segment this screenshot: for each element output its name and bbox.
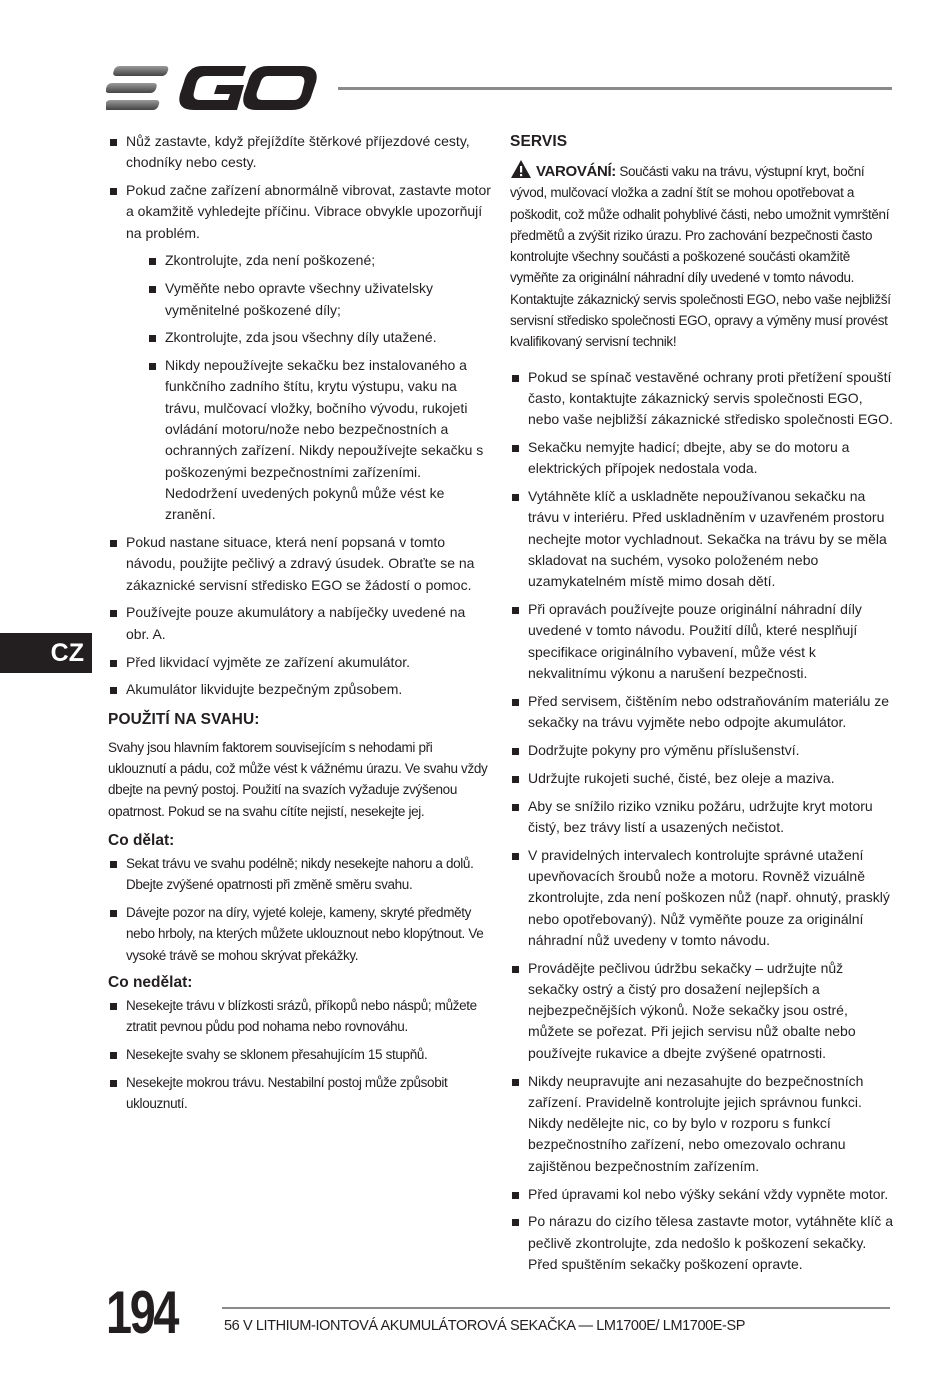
list-item: Dávejte pozor na díry, vyjeté koleje, kameny, skryté předměty nebo hrboly, na kterých můžete uklouznout nebo klopýtnout. Ve vysoké trávě se mohou skrývat překážky. — [108, 902, 492, 966]
list-item: Před úpravami kol nebo výšky sekání vždy vypněte motor. — [510, 1184, 894, 1205]
list-item: Aby se snížilo riziko vzniku požáru, udržujte kryt motoru čistý, bez trávy listí a usazených nečistot. — [510, 796, 894, 839]
list-item: Provádějte pečlivou údržbu sekačky – udržujte nůž sekačky ostrý a čistý pro dosažení nejlepších a nejbezpečnějších výkonů. Nože sekačky jsou ostré, můžete se pořezat. Při jejich servisu nůž obalte nebo používejte rukavice a dbejte zvýšené opatrnosti. — [510, 958, 894, 1064]
sub-list — [147, 250, 492, 525]
list-item: Nesekejte trávu v blízkosti srázů, příkopů nebo náspů; můžete ztratit pevnou půdu pod nohama nebo rovnováhu. — [108, 995, 492, 1038]
sub-list-item: Zkontrolujte, zda není poškozené; — [147, 250, 492, 271]
list-item: Nikdy neupravujte ani nezasahujte do bezpečnostních zařízení. Pravidelně kontrolujte jejich správnou funkci. Nikdy nedělejte nic, co by bylo v rozporu s funkcí bezpečnostního zařízení, nebo omezovalo ochranu zajištěnou bezpečnostním zařízením. — [510, 1071, 894, 1177]
list-item: Akumulátor likvidujte bezpečným způsobem. — [108, 679, 492, 700]
list-item: V pravidelných intervalech kontrolujte správné utažení upevňovacích šroubů nože a motoru. Rovněž vizuálně zkontrolujte, zda není poškozen nůž (např. ohnutý, prasklý nebo opotřebovaný). Nůž vyměňte pouze za originální náhradní nůž uvedeny v tomto návodu. — [510, 845, 894, 951]
list-item: Dodržujte pokyny pro výměnu příslušenství. — [510, 740, 894, 761]
ego-logo — [106, 64, 318, 112]
slope-paragraph: Svahy jsou hlavním faktorem souvisejícím s nehodami při uklouznutí a pádu, což může vést k vážnému úrazu. Ve svahu vždy dbejte na pevný postoj. Použití na svazích vyžaduje zvýšenou opatrnost. Pokud se na svahu cítíte nejistí, nesekejte jej. — [108, 739, 488, 819]
list-item: Vytáhněte klíč a uskladněte nepoužívanou sekačku na trávu v interiéru. Před uskladněním v uzavřeném prostoru nechejte motor vychladnout. Sekačka na trávu by se měla skladovat na suchém, vysoko položeném nebo uzamykatelném místě mimo dosah dětí. — [510, 486, 894, 592]
list-item: Nůž zastavte, když přejíždíte štěrkové příjezdové cesty, chodníky nebo cesty. — [108, 131, 492, 174]
safety-list — [108, 131, 492, 701]
list-item: Nesekejte mokrou trávu. Nestabilní postoj může způsobit uklouznutí. — [108, 1072, 492, 1115]
list-item: Sekat trávu ve svahu podélně; nikdy nesekejte nahoru a dolů. Dbejte zvýšené opatrnosti při změně směru svahu. — [108, 853, 492, 896]
sub-list-item: Vyměňte nebo opravte všechny uživatelsky vyměnitelné poškozené díly; — [147, 278, 492, 321]
language-tab — [0, 633, 92, 673]
warning-text: Součásti vaku na trávu, výstupní kryt, boční vývod, mulčovací vložka a zadní štít se mohou opotřebovat a poškodit, což může odhalit pohyblivé části, nebo umožnit vymrštění předmětů a zvýšit riziko úrazu. Pro zachování bezpečnosti často kontrolujte všechny součásti a poškozené součásti okamžitě vyměňte za originální náhradní díly uvedené v tomto návodu. Kontaktujte zákaznický servis společnosti EGO, nebo vaše nejbližší servisní středisko společnosti EGO, opravy a výměny musí provést kvalifikovaný servisní technik! — [510, 164, 891, 350]
slope-heading: POUŽITÍ NA SVAHU: — [108, 710, 260, 728]
list-item: Před servisem, čištěním nebo odstraňováním materiálu ze sekačky na trávu vyjměte nebo odpojte akumulátor. — [510, 691, 894, 734]
service-heading: SERVIS — [510, 133, 568, 150]
list-item: Nesekejte svahy se sklonem přesahujícím 15 stupňů. — [108, 1044, 492, 1065]
list-item: Před likvidací vyjměte ze zařízení akumulátor. — [108, 652, 492, 673]
list-item: Po nárazu do cizího tělesa zastavte motor, vytáhněte klíč a pečlivě zkontrolujte, zda nedošlo k poškození sekačky. Před spuštěním sekačky poškození opravte. — [510, 1211, 894, 1275]
right-column — [510, 131, 894, 1282]
warning-label: VAROVÁNÍ: — [536, 163, 616, 180]
list-item: Sekačku nemyjte hadicí; dbejte, aby se do motoru a elektrických přípojek nedostala voda. — [510, 437, 894, 480]
do-heading: Co dělat: — [108, 831, 175, 849]
sub-list-item: Zkontrolujte, zda jsou všechny díly utažené. — [147, 327, 492, 348]
dont-heading: Co nedělat: — [108, 973, 193, 991]
left-column — [108, 131, 492, 1121]
list-item — [108, 180, 492, 525]
language-tab-label: CZ — [50, 639, 84, 667]
warning-block — [510, 159, 894, 353]
dont-list — [108, 995, 492, 1114]
list-item: Pokud se spínač vestavěné ochrany proti přetížení spouští často, kontaktujte zákaznický servis společnosti EGO, nebo vaše nejbližší zákaznické středisko společnosti EGO. — [510, 367, 894, 431]
do-list — [108, 853, 492, 966]
list-item: Pokud nastane situace, která není popsaná v tomto návodu, použijte pečlivý a zdravý úsudek. Obraťte se na zákaznické servisní středisko EGO se žádostí o pomoc. — [108, 532, 492, 596]
service-list — [510, 367, 894, 1276]
footer-title: 56 V LITHIUM-IONTOVÁ AKUMULÁTOROVÁ SEKAČKA — LM1700E/ LM1700E-SP — [224, 1318, 746, 1334]
page-number: 194 — [106, 1279, 178, 1346]
list-item-text: Pokud začne zařízení abnormálně vibrovat, zastavte motor a okamžitě vyhledejte příčinu. Vibrace obvykle upozorňují na problém. — [126, 182, 491, 241]
list-item: Používejte pouze akumulátory a nabíječky uvedené na obr. A. — [108, 602, 492, 645]
list-item: Udržujte rukojeti suché, čisté, bez oleje a maziva. — [510, 768, 894, 789]
header-rule — [338, 87, 892, 90]
footer-rule — [222, 1307, 890, 1309]
list-item: Při opravách používejte pouze originální náhradní díly uvedené v tomto návodu. Použití dílů, které nesplňují specifikace originálního vybavení, může vést k nekvalitnímu výkonu a narušení bezpečnosti. — [510, 599, 894, 684]
sub-list-item: Nikdy nepoužívejte sekačku bez instalovaného a funkčního zadního štítu, krytu výstupu, vaku na trávu, mulčovací vložky, bočního vývodu, rukojeti ovládání motoru/nože nebo bezpečnostních a ochranných zařízení. Nikdy nepoužívejte sekačku s poškozenými bezpečnostními zařízeními. Nedodržení uvedených pokynů může vést ke zranění. — [147, 355, 492, 525]
warning-icon — [510, 159, 532, 179]
